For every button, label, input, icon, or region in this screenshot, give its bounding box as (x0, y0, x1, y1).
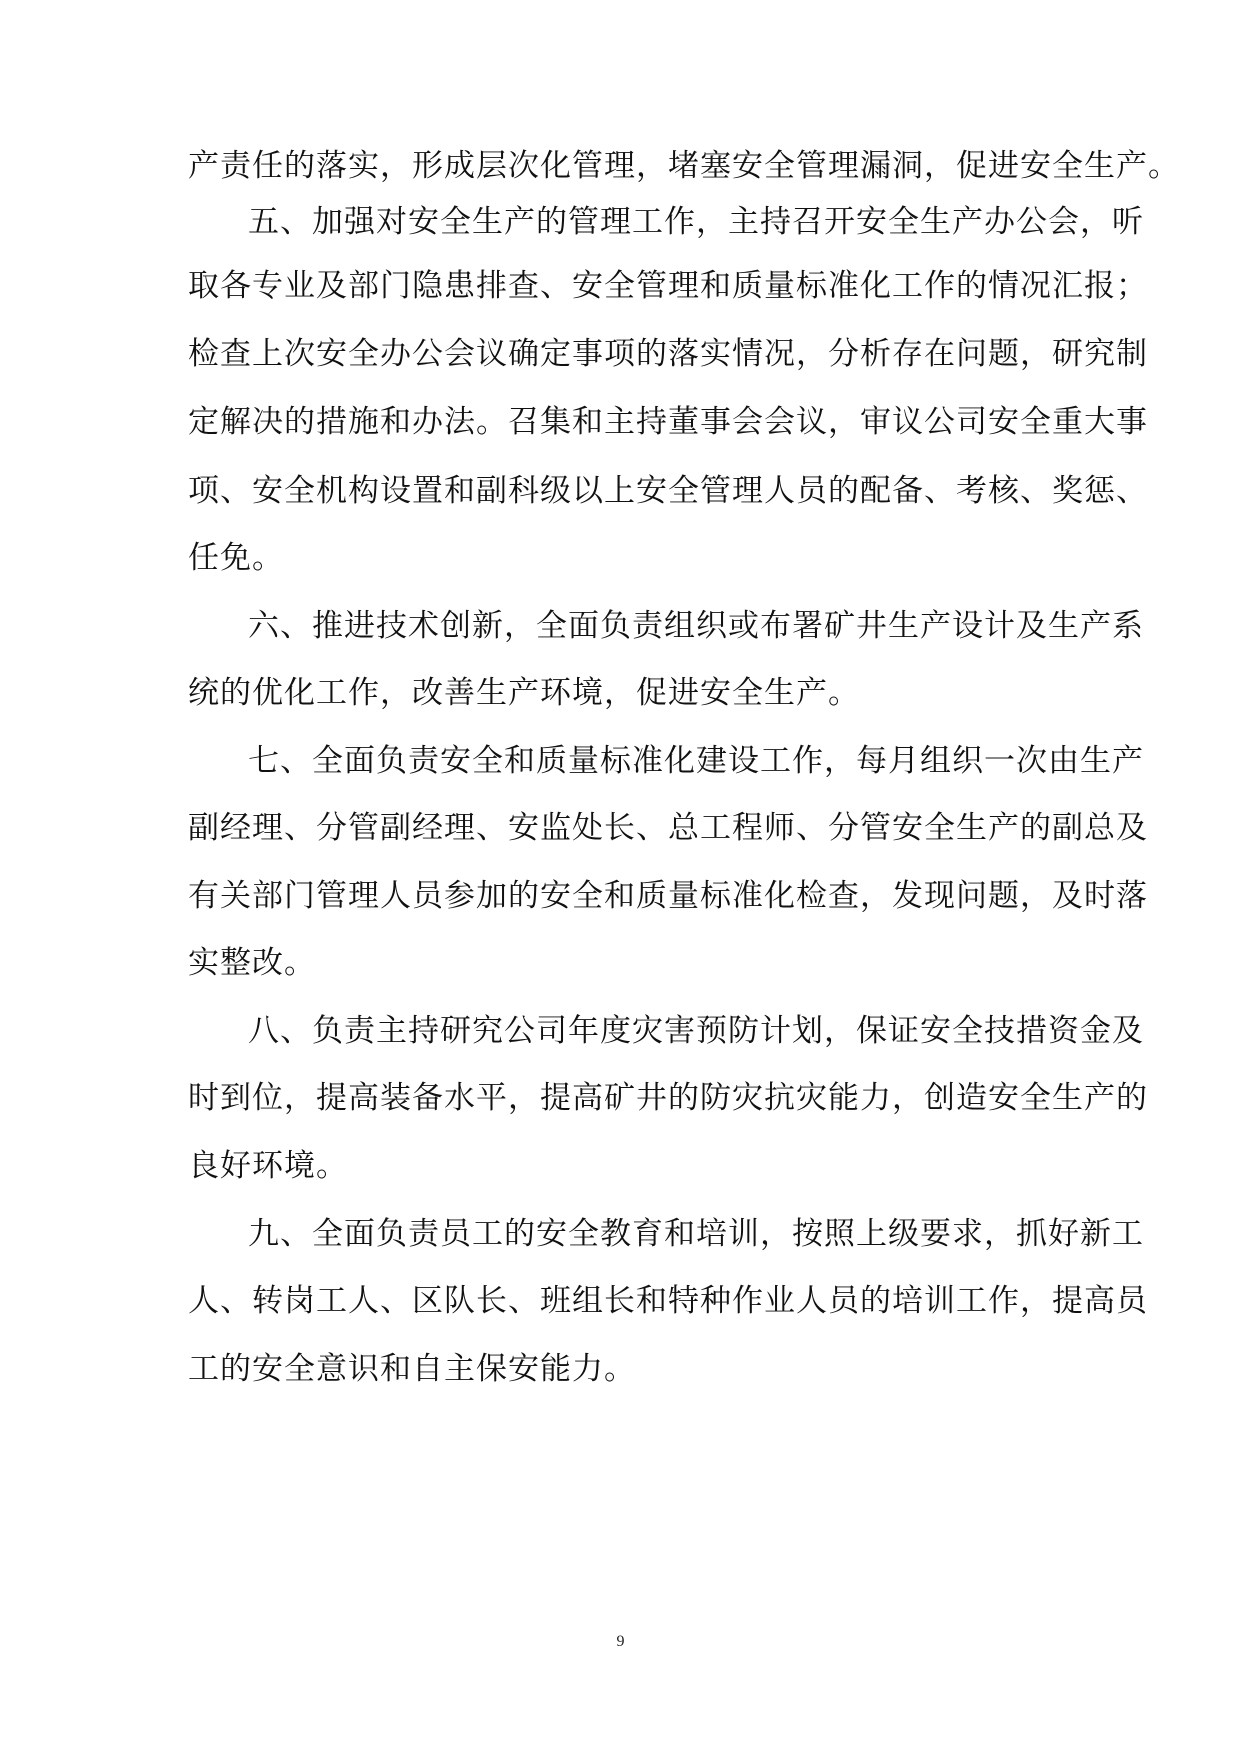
page-number: 9 (616, 1633, 625, 1650)
text-line: 取各专业及部门隐患排查、安全管理和质量标准化工作的情况汇报； (188, 268, 1148, 304)
paragraph-8-line: 八、负责主持研究公司年度灾害预防计划，保证安全技措资金及 (248, 1013, 1144, 1049)
text-line: 产责任的落实，形成层次化管理，堵塞安全管理漏洞，促进安全生产。 (188, 148, 1180, 184)
text-line: 实整改。 (188, 945, 316, 981)
text-line: 有关部门管理人员参加的安全和质量标准化检查，发现问题，及时落 (188, 878, 1148, 914)
text-line: 时到位，提高装备水平，提高矿井的防灾抗灾能力，创造安全生产的 (188, 1080, 1148, 1116)
paragraph-9-line: 九、全面负责员工的安全教育和培训，按照上级要求，抓好新工 (248, 1216, 1144, 1252)
text-line: 良好环境。 (188, 1148, 348, 1184)
text-line: 检查上次安全办公会议确定事项的落实情况，分析存在问题，研究制 (188, 336, 1148, 372)
text-line: 项、安全机构设置和副科级以上安全管理人员的配备、考核、奖惩、 (188, 473, 1148, 509)
text-line: 任免。 (188, 540, 284, 576)
paragraph-6-line: 六、推进技术创新，全面负责组织或布署矿井生产设计及生产系 (248, 608, 1144, 644)
paragraph-7-line: 七、全面负责安全和质量标准化建设工作，每月组织一次由生产 (248, 743, 1144, 779)
text-line: 定解决的措施和办法。召集和主持董事会会议，审议公司安全重大事 (188, 404, 1148, 440)
text-line: 统的优化工作，改善生产环境，促进安全生产。 (188, 675, 860, 711)
text-line: 工的安全意识和自主保安能力。 (188, 1351, 636, 1387)
text-line: 人、转岗工人、区队长、班组长和特种作业人员的培训工作，提高员 (188, 1283, 1148, 1319)
paragraph-5-line: 五、加强对安全生产的管理工作，主持召开安全生产办公会，听 (248, 204, 1144, 240)
text-line: 副经理、分管副经理、安监处长、总工程师、分管安全生产的副总及 (188, 810, 1148, 846)
